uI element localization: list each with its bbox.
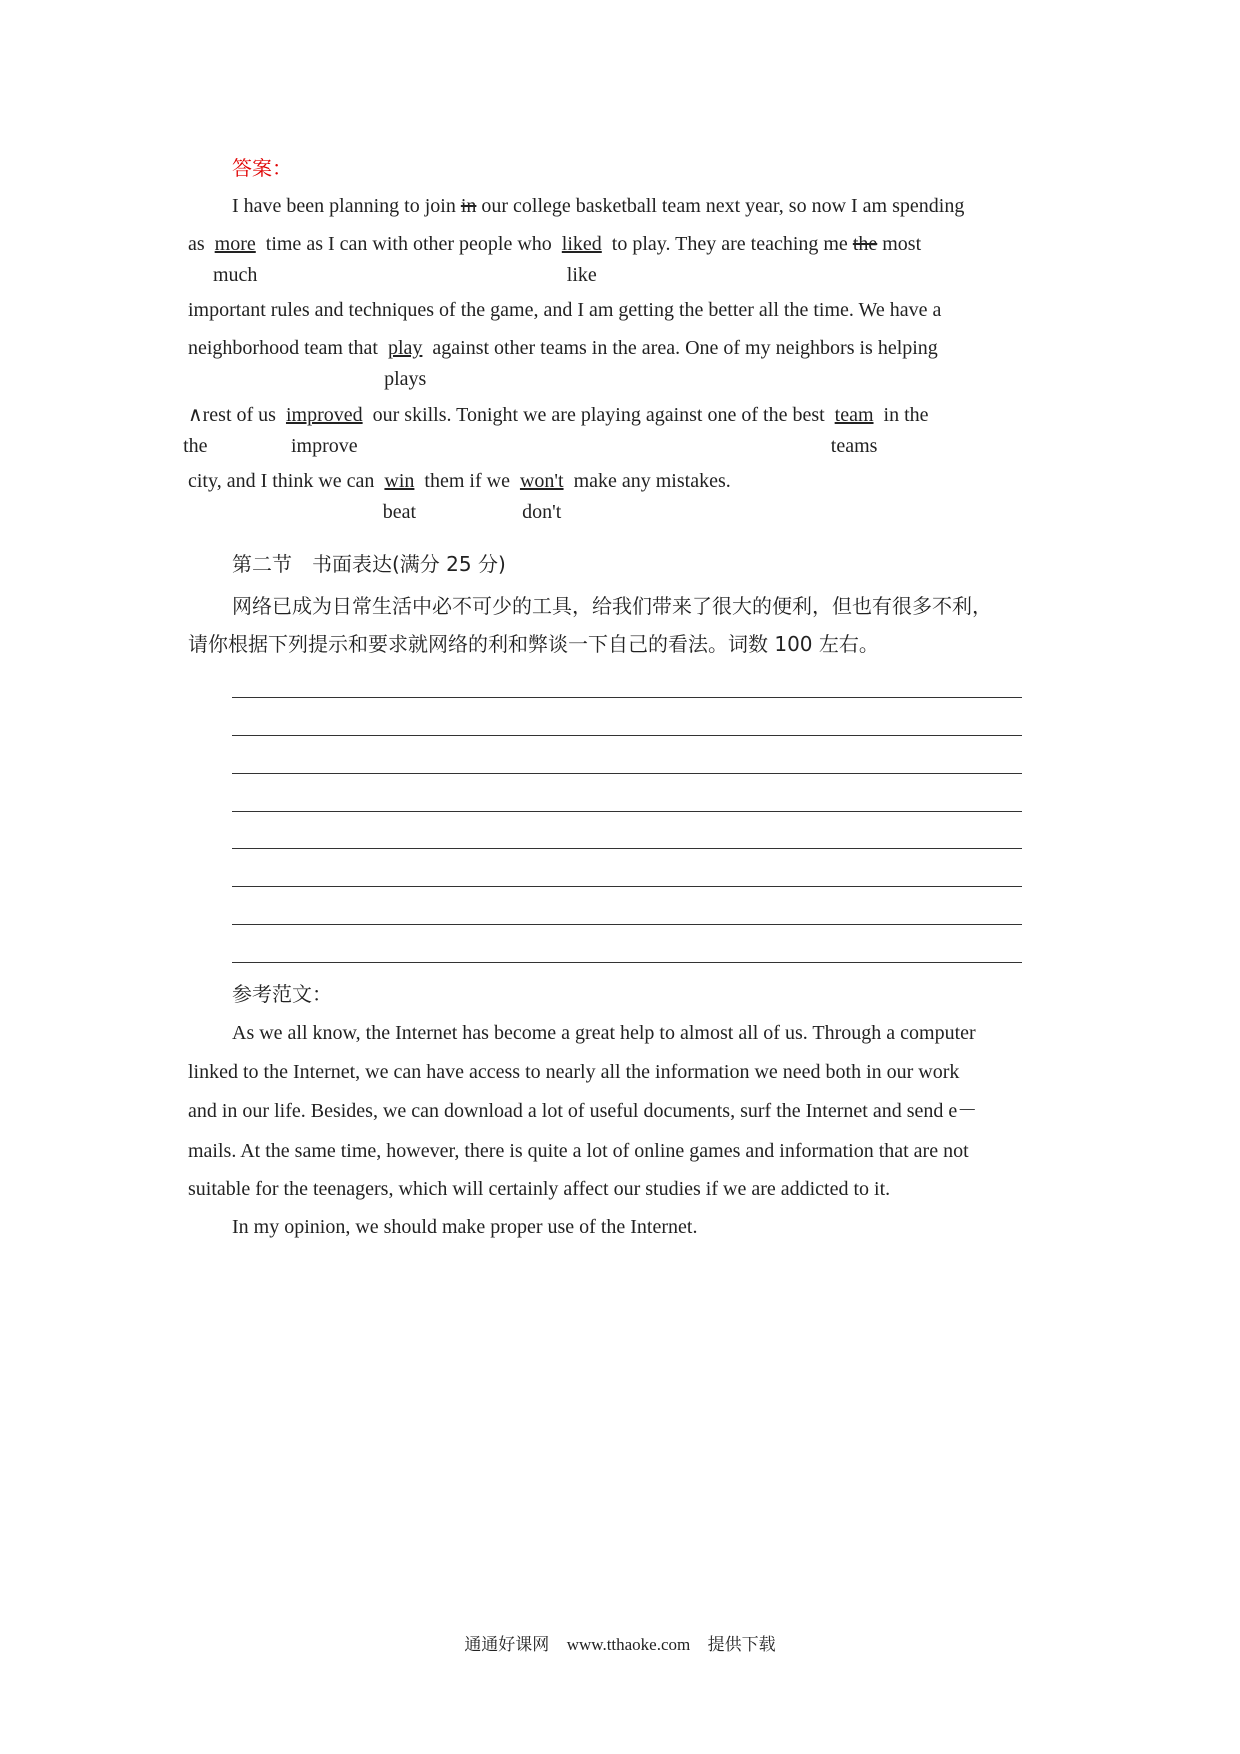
sample-line-6: In my opinion, we should make proper use of the Internet. (232, 1216, 698, 1238)
passage-line-3: important rules and techniques of the game, and I am getting the better all the time. We have a (188, 299, 942, 321)
correction-wont: won't don't (519, 470, 564, 523)
correction-delete-in: in (460, 195, 477, 217)
prompt-line-1: 网络已成为日常生活中必不可少的工具，给我们带来了很大的便利，但也有很多不利， (232, 594, 992, 618)
writing-line (232, 773, 1022, 774)
sample-line-1: As we all know, the Internet has become a great help to almost all of us. Through a computer (232, 1022, 976, 1044)
passage-line-1: I have been planning to join in our college basketball team next year, so now I am spending (232, 195, 965, 217)
section-title: 第二节 书面表达(满分 25 分) (232, 552, 506, 576)
writing-line (232, 886, 1022, 887)
writing-line (232, 697, 1022, 698)
footer-site: www.tthaoke.com (566, 1635, 691, 1654)
correction-more: more much (213, 233, 258, 286)
writing-line (232, 962, 1022, 963)
writing-line (232, 924, 1022, 925)
sample-line-4: mails. At the same time, however, there is quite a lot of online games and information that are not (188, 1140, 969, 1162)
correction-win: win beat (382, 470, 417, 523)
correction-play: play plays (384, 337, 427, 390)
sample-label: 参考范文： (232, 982, 332, 1006)
writing-line (232, 811, 1022, 812)
page-footer: 通通好课网 www.tthaoke.com 提供下载 (464, 1635, 776, 1655)
sample-line-3: and in our life. Besides, we can download a lot of useful documents, surf the Internet and send e－ (188, 1100, 978, 1122)
correction-delete-the: the (852, 233, 878, 255)
sample-line-5: suitable for the teenagers, which will certainly affect our studies if we are addicted to it. (188, 1178, 891, 1200)
correction-improved: improved improve (285, 404, 363, 457)
passage-line-6: city, and I think we can win beat them if we won't don't make any mistakes. (188, 470, 731, 523)
correction-insert-the: ∧ the (183, 404, 208, 457)
correction-team: team teams (830, 404, 878, 457)
passage-line-4: neighborhood team that play plays against other teams in the area. One of my neighbors is helping (188, 337, 938, 390)
writing-line (232, 848, 1022, 849)
prompt-line-2: 请你根据下列提示和要求就网络的利和弊谈一下自己的看法。词数 100 左右。 (188, 632, 879, 656)
writing-line (232, 735, 1022, 736)
answer-label: 答案： (232, 158, 292, 180)
correction-liked: liked like (561, 233, 602, 286)
passage-line-5: ∧ the rest of us improved improve our skills. Tonight we are playing against one of the best team teams in the (183, 404, 929, 457)
sample-line-2: linked to the Internet, we can have access to nearly all the information we need both in our work (188, 1061, 960, 1083)
passage-line-2: as more much time as I can with other people who liked like to play. They are teaching me the most (188, 233, 922, 286)
